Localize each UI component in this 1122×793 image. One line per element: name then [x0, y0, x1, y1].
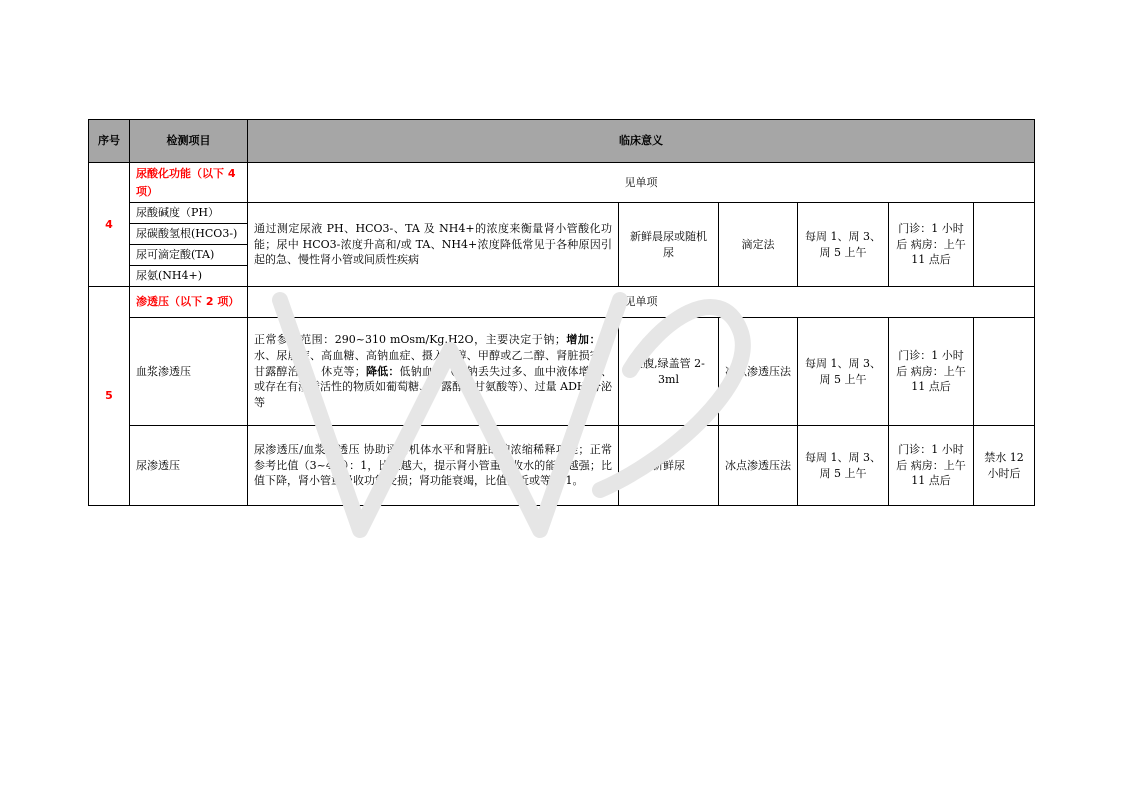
urine-method: 冰点渗透压法 [719, 426, 798, 506]
group4-note [974, 203, 1035, 287]
urine-report: 门诊：1 小时后 病房：上午 11 点后 [889, 426, 974, 506]
plasma-note [974, 318, 1035, 426]
plasma-increase-label: 增加： [565, 332, 601, 346]
urine-description: 尿渗透压/血浆渗透压 协助评估机体水平和肾脏的的浓缩稀释功能；正常参考比值（3~4.5）：1，比值越大，提示肾小管重吸收水的能力越强；比值下降，肾小管重吸收功能受损；肾功能衰竭，比值接近或等于 1。 [248, 426, 619, 506]
plasma-schedule: 每周 1、周 3、周 5 上午 [798, 318, 889, 426]
group4-title-row [89, 163, 1035, 203]
lab-test-table [88, 119, 1035, 506]
group5-title: 渗透压（以下 2 项） [130, 287, 248, 318]
plasma-osmolality-row [89, 318, 1035, 426]
group4-see-single: 见单项 [248, 163, 1035, 203]
urine-schedule: 每周 1、周 3、周 5 上午 [798, 426, 889, 506]
plasma-increase-text: 脱水、尿崩症、高血糖、高钠血症、摄入乙醇、甲醇或乙二醇、肾脏损害、甘露醇治疗、休克等； [254, 332, 612, 378]
group4-description: 通过测定尿液 PH、HCO3-、TA 及 NH4+的浓度来衡量肾小管酸化功能；尿中 HCO3-浓度升高和/或 TA、NH4+浓度降低常见于各种原因引起的急、慢性肾小管或间质性疾病 [248, 203, 619, 287]
urine-specimen: 新鲜尿 [619, 426, 719, 506]
group4-item-nh4: 尿氨(NH4+) [130, 266, 248, 287]
plasma-description [248, 318, 619, 426]
plasma-method: 冰点渗透压法 [719, 318, 798, 426]
header-item: 检测项目 [130, 120, 248, 163]
group4-schedule: 每周 1、周 3、周 5 上午 [798, 203, 889, 287]
plasma-report: 门诊：1 小时后 病房：上午 11 点后 [889, 318, 974, 426]
plasma-decrease-label: 降低： [365, 364, 400, 378]
group5-title-row [89, 287, 1035, 318]
group4-report: 门诊：1 小时后 病房：上午 11 点后 [889, 203, 974, 287]
plasma-desc-pre: 正常参考范围：290~310 mOsm/Kg.H2O，主要决定于钠； [254, 332, 566, 346]
header-meaning: 临床意义 [248, 120, 1035, 163]
group5-see-single: 见单项 [248, 287, 1035, 318]
header-seq: 序号 [89, 120, 130, 163]
group4-specimen: 新鲜晨尿或随机尿 [619, 203, 719, 287]
plasma-name: 血浆渗透压 [130, 318, 248, 426]
group4-item-ta: 尿可滴定酸(TA) [130, 245, 248, 266]
group4-item-hco3: 尿碳酸氢根(HCO3-) [130, 224, 248, 245]
urine-osmolality-row [89, 426, 1035, 506]
urine-name: 尿渗透压 [130, 426, 248, 506]
group4-item-row [89, 203, 1035, 224]
plasma-specimen: 空腹,绿盖管 2-3ml [619, 318, 719, 426]
table-header-row [89, 120, 1035, 163]
group4-seq: 4 [89, 163, 130, 287]
group5-seq: 5 [89, 287, 130, 506]
group4-title: 尿酸化功能（以下 4 项） [130, 163, 248, 203]
urine-note: 禁水 12 小时后 [974, 426, 1035, 506]
group4-method: 滴定法 [719, 203, 798, 287]
plasma-decrease-text: 低钠血症（尿钠丢失过多、血中液体增加、或存在有渗透活性的物质如葡萄糖、甘露醇、甘氨酸等）、过量 ADH 分泌等 [254, 364, 613, 410]
group4-item-ph: 尿酸碱度（PH） [130, 203, 248, 224]
